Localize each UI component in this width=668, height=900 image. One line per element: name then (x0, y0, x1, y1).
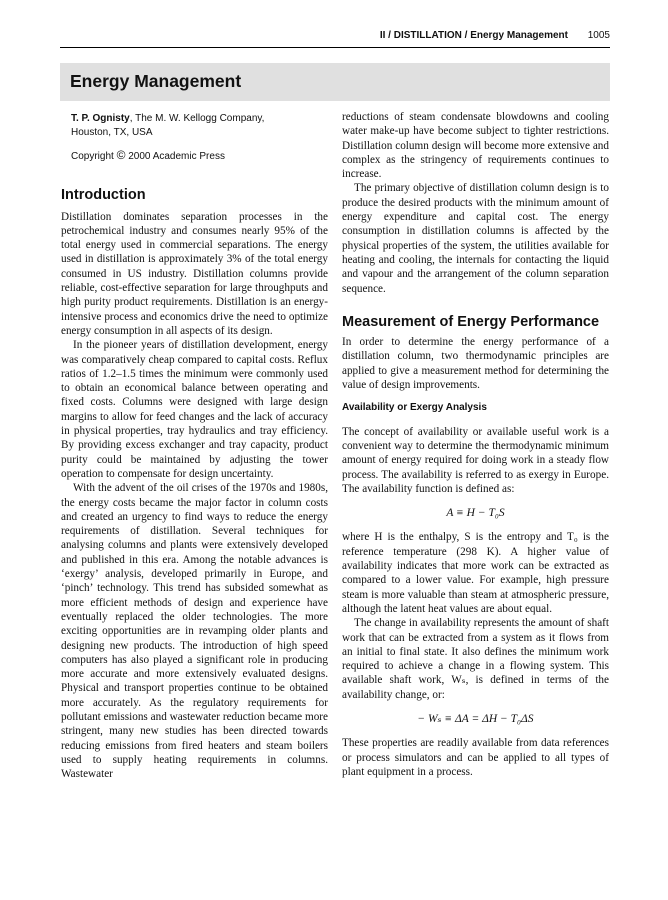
measurement-paragraph-2: The concept of availability or available useful work is a convenient way to determine the thermodynamic minimum amount of energy required for doing work in a steady flow process. The availability is referred to as exergy in Europe. The availability function is defined as: (342, 425, 609, 495)
availability-equation: A ≡ H − T₀S (446, 507, 505, 520)
running-head-title: II / DISTILLATION / Energy Management (379, 30, 568, 41)
author-block (71, 112, 328, 140)
left-column (61, 110, 328, 781)
author-name: T. P. Ognisty (71, 113, 130, 124)
introduction-heading: Introduction (61, 187, 146, 204)
header-rule (60, 47, 610, 48)
copyright-line (71, 148, 328, 164)
running-head (60, 30, 610, 46)
right-column (342, 110, 609, 779)
shaft-work-equation: − Wₛ ≡ ΔA = ΔH − T₀ΔS (417, 712, 534, 725)
copyright-symbol: © (116, 148, 126, 162)
article-title-band (60, 63, 610, 101)
introduction-paragraph-1: Distillation dominates separation processes in the petrochemical industry and consumes nearly 95% of the total energy used in commercial separations. The energy used in distillation is approximately 3% of the total energy consumed in US industry. Distillation columns provide reliable, cost-effective separation for large throughputs and high purity product requirements. Distillation is an energy-intensive process and economics drive the need to optimize energy consumption in all aspects of its design. (61, 210, 328, 337)
author-affiliation-line1: , The M. W. Kellogg Company, (129, 113, 265, 124)
introduction-paragraph-3: With the advent of the oil crises of the 1970s and 1980s, the energy costs became the major factor in column costs and created an urgency to find ways to reduce the energy requirements of distillation. Several techniques for analysing columns and plants were extensively developed and published in this era. Among the notable advances is ‘exergy’ analysis, developed primarily in Europe, and ‘pinch’ technology. This trend has subsided somewhat as more efficient methods of design and experience have eventually replaced the older technologies. The more exciting opportunities are in revamping older plants and designing new products. The introduction of high speed computers has also played a significant role in producing more accurate and more extensively evaluated designs. Physical and transport properties continue to be obtained more accurately. As the regulatory requirements for pollutant emissions and wastewater reduction became more stringent, many new studies has been directed towards reducing emissions from fired heaters and steam boilers used to supply heating requirements in columns. Wastewater (61, 482, 328, 781)
measurement-paragraph-4: The change in availability represents the amount of shaft work that can be extracted from a system as it flows from an initial to final state. It also defines the minimum work required to achieve a change in a flowing system. This available shaft work, Wₛ, is defined in terms of the availability change, or: (342, 617, 609, 701)
introduction-paragraph-4: The primary objective of distillation column design is to produce the desired products with the minimum amount of energy expenditure and capital cost. The energy consumption in distillation columns is affected by the physical properties of the system, the utilities available for heating and cooling, the internals for contacting the liquid and vapour and the arrangement of the column separation sequence. (342, 182, 609, 295)
page-number: 1005 (587, 30, 610, 41)
measurement-paragraph-5: These properties are readily available from data references or process simulators and can be applied to all types of plant equipment in a process. (342, 737, 609, 778)
introduction-paragraph-3-continued: reductions of steam condensate blowdowns and cooling water make-up have become subject to tighter restrictions. Distillation column design will become more extensive and complex as the stringency of requirements continues to increase. (342, 111, 609, 181)
measurement-paragraph-1: In order to determine the energy performance of a distillation column, two thermodynamic principles are applied to give a measurement method for determining the value of design improvements. (342, 336, 609, 392)
availability-subheading: Availability or Exergy Analysis (342, 402, 487, 414)
measurement-paragraph-3: where H is the enthalpy, S is the entropy and T₀ is the reference temperature (298 K). A higher value of availability indicates that more work can be extracted as compared to a lower value. For example, high pressure steam is more valuable than steam at atmospheric pressure, although the latent heat values are about equal. (342, 531, 609, 615)
copyright-text: 2000 Academic Press (128, 151, 225, 162)
author-affiliation-line2: Houston, TX, USA (71, 127, 153, 138)
article-title: Energy Management (70, 71, 242, 91)
copyright-label: Copyright (71, 151, 114, 162)
measurement-heading: Measurement of Energy Performance (342, 313, 600, 330)
introduction-paragraph-2: In the pioneer years of distillation development, energy was comparatively cheap compared to capital costs. Reflux ratios of 1.2–1.5 times the minimum were commonly used to obtain an economical balance between operating and fixed costs. Columns were designed with large design margins to allow for feed changes and the lack of accuracy in physical properties, tray hydraulics and tray efficiency. By providing excess exchanger and tray capacity, product purity could be maintained by adjusting the tower operation to compensate for design uncertainty. (61, 339, 328, 480)
